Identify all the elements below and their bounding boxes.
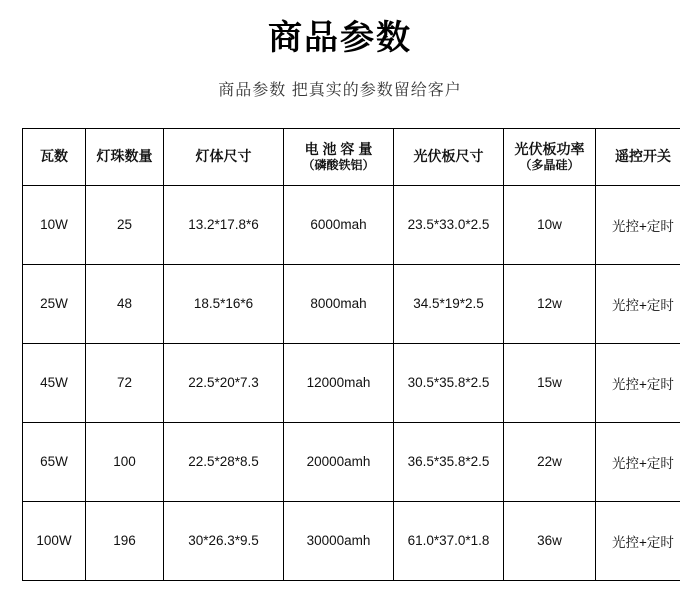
cell-switch: 光控+定时 [596, 501, 680, 580]
column-header-panel-power-label: 光伏板功率 [515, 141, 585, 157]
table-row [23, 422, 680, 501]
cell-switch: 光控+定时 [596, 422, 680, 501]
cell-body-size: 13.2*17.8*6 [164, 185, 284, 264]
cell-panel-power: 10w [504, 185, 596, 264]
cell-watt: 65W [23, 422, 86, 501]
cell-battery: 12000mah [284, 343, 394, 422]
column-header-panel-size-label: 光伏板尺寸 [414, 148, 484, 164]
column-header-body-size-label: 灯体尺寸 [196, 148, 252, 164]
cell-body-size: 30*26.3*9.5 [164, 501, 284, 580]
column-header-panel-power-sublabel: （多晶硅） [505, 158, 594, 173]
table-row [23, 343, 680, 422]
column-header-beads [86, 128, 164, 185]
product-spec-page [0, 18, 680, 616]
cell-panel-power: 12w [504, 264, 596, 343]
cell-watt: 10W [23, 185, 86, 264]
cell-battery: 8000mah [284, 264, 394, 343]
table-row [23, 185, 680, 264]
column-header-battery [284, 128, 394, 185]
cell-body-size: 22.5*20*7.3 [164, 343, 284, 422]
page-subtitle: 商品参数 把真实的参数留给客户 [0, 77, 680, 100]
cell-switch: 光控+定时 [596, 343, 680, 422]
cell-watt: 100W [23, 501, 86, 580]
cell-beads: 100 [86, 422, 164, 501]
cell-beads: 48 [86, 264, 164, 343]
cell-switch: 光控+定时 [596, 185, 680, 264]
table-header [23, 128, 680, 185]
spec-table-container [22, 128, 658, 581]
cell-battery: 30000amh [284, 501, 394, 580]
column-header-body-size [164, 128, 284, 185]
cell-beads: 196 [86, 501, 164, 580]
page-title: 商品参数 [0, 18, 680, 59]
column-header-switch-label: 遥控开关 [615, 148, 671, 164]
cell-panel-size: 23.5*33.0*2.5 [394, 185, 504, 264]
column-header-battery-label: 电 池 容 量 [305, 141, 373, 157]
table-body [23, 185, 680, 580]
column-header-watt [23, 128, 86, 185]
cell-panel-size: 36.5*35.8*2.5 [394, 422, 504, 501]
column-header-panel-power [504, 128, 596, 185]
cell-panel-power: 22w [504, 422, 596, 501]
column-header-panel-size [394, 128, 504, 185]
cell-panel-power: 36w [504, 501, 596, 580]
cell-body-size: 22.5*28*8.5 [164, 422, 284, 501]
cell-watt: 25W [23, 264, 86, 343]
table-row [23, 501, 680, 580]
column-header-watt-label: 瓦数 [40, 148, 68, 164]
cell-panel-size: 61.0*37.0*1.8 [394, 501, 504, 580]
cell-body-size: 18.5*16*6 [164, 264, 284, 343]
column-header-beads-label: 灯珠数量 [97, 148, 153, 164]
column-header-switch [596, 128, 680, 185]
cell-switch: 光控+定时 [596, 264, 680, 343]
column-header-battery-sublabel: （磷酸铁铝） [285, 158, 392, 173]
cell-beads: 72 [86, 343, 164, 422]
spec-table [22, 128, 680, 581]
table-row [23, 264, 680, 343]
cell-battery: 6000mah [284, 185, 394, 264]
cell-panel-size: 34.5*19*2.5 [394, 264, 504, 343]
cell-watt: 45W [23, 343, 86, 422]
table-header-row [23, 128, 680, 185]
cell-battery: 20000amh [284, 422, 394, 501]
cell-beads: 25 [86, 185, 164, 264]
cell-panel-size: 30.5*35.8*2.5 [394, 343, 504, 422]
cell-panel-power: 15w [504, 343, 596, 422]
